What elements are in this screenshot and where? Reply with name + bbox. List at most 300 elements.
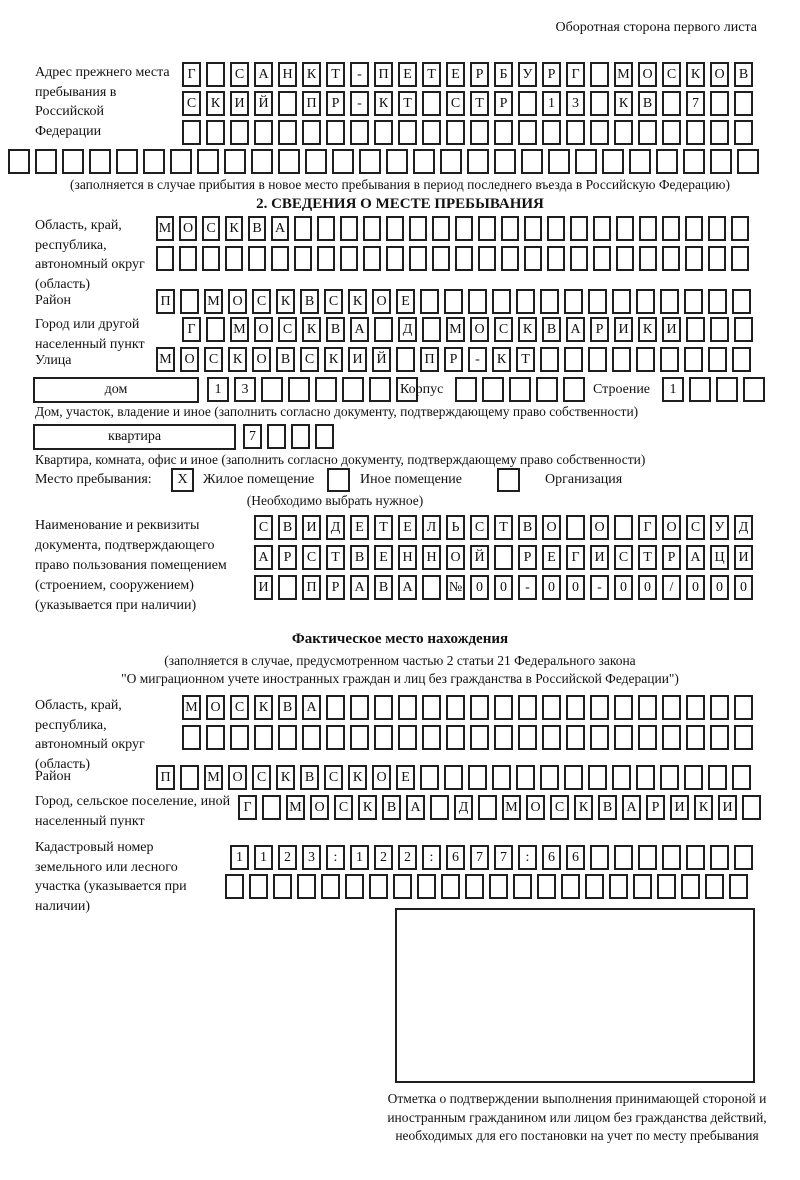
char-cell [342,377,364,402]
ulitsa-label: Улица [35,353,72,368]
char-cell: Й [470,545,489,570]
char-cell: Е [446,62,465,87]
char-cell: К [638,317,657,342]
dom-cells[interactable] [207,377,423,402]
gorod-row[interactable] [182,317,758,342]
char-cell: Г [566,62,585,87]
char-cell [492,765,511,790]
fact-gorod-row[interactable] [238,795,766,820]
char-cell: А [254,545,273,570]
char-cell [686,695,705,720]
char-cell: А [686,545,705,570]
char-cell [564,347,583,372]
char-cell: Р [444,347,463,372]
char-cell [254,725,273,750]
char-cell [524,246,542,271]
char-cell [468,765,487,790]
char-cell: Т [374,515,393,540]
char-cell [636,347,655,372]
char-cell [89,149,111,174]
char-cell [478,795,497,820]
char-cell [639,216,657,241]
char-cell [420,765,439,790]
char-cell [467,149,489,174]
char-cell [710,91,729,116]
checkbox-zhiloe[interactable]: X [171,468,194,492]
char-cell: К [614,91,633,116]
char-cell: В [248,216,266,241]
fact-rayon-row[interactable] [156,765,756,790]
char-cell: 7 [686,91,705,116]
char-cell: 0 [638,575,657,600]
char-cell: Р [494,91,513,116]
dom-caption: Дом, участок, владение и иное (заполнить согласно документу, подтверждающему право собственности) [35,404,639,419]
char-cell: С [252,289,271,314]
option-inoe-label: Иное помещение [360,472,462,487]
char-cell [561,874,580,899]
char-cell: О [228,289,247,314]
char-cell [566,120,585,145]
prev-address-row-3[interactable] [182,120,758,145]
char-cell [629,149,651,174]
char-cell: О [446,545,465,570]
char-cell [363,246,381,271]
char-cell: О [542,515,561,540]
actual-location-sub2: "О миграционном учете иностранных граждан и лиц без гражданства в Российской Федерации") [121,671,679,686]
char-cell: С [230,695,249,720]
char-cell: К [225,216,243,241]
char-cell [350,725,369,750]
char-cell [468,289,487,314]
char-cell: И [718,795,737,820]
char-cell [501,216,519,241]
char-cell [294,246,312,271]
char-cell [315,377,337,402]
char-cell [478,216,496,241]
char-cell [494,545,513,570]
char-cell: П [156,765,175,790]
char-cell: М [204,289,223,314]
char-cell [710,317,729,342]
char-cell: П [302,575,321,600]
char-cell [317,216,335,241]
char-cell [430,795,449,820]
char-cell [182,725,201,750]
char-cell [262,795,281,820]
char-cell [616,246,634,271]
char-cell: М [230,317,249,342]
char-cell: О [252,347,271,372]
document-label: Наименование и реквизиты документа, подтверждающего право пользования помещением (строением, сооружением) (указывается при наличии) [35,518,227,613]
char-cell [350,695,369,720]
char-cell [524,216,542,241]
char-cell [614,120,633,145]
char-cell: М [614,62,633,87]
option-zhiloe-label: Жилое помещение [203,472,315,487]
char-cell [398,120,417,145]
char-cell [494,149,516,174]
char-cell [297,874,316,899]
char-cell [278,725,297,750]
char-cell: № [446,575,465,600]
char-cell [660,289,679,314]
char-cell: - [518,575,537,600]
char-cell [393,874,412,899]
char-cell: А [566,317,585,342]
char-cell: С [300,347,319,372]
char-cell [660,347,679,372]
char-cell [662,120,681,145]
char-cell: В [598,795,617,820]
char-cell: А [350,317,369,342]
char-cell [261,377,283,402]
char-cell: В [350,545,369,570]
char-cell: С [470,515,489,540]
char-cell [516,765,535,790]
char-cell [254,120,273,145]
char-cell [267,424,286,449]
char-cell [422,575,441,600]
char-cell [422,317,441,342]
char-cell [302,725,321,750]
char-cell [616,216,634,241]
char-cell [492,289,511,314]
char-cell [444,765,463,790]
char-cell [440,149,462,174]
char-cell: О [710,62,729,87]
char-cell: С [278,317,297,342]
char-cell [537,874,556,899]
char-cell [518,91,537,116]
char-cell [590,91,609,116]
char-cell [470,120,489,145]
char-cell: О [254,317,273,342]
fact-oblast-label: Область, край, республика, автономный округ (область) [35,698,145,772]
char-cell: Е [374,545,393,570]
char-cell [422,725,441,750]
char-cell [482,377,504,402]
char-cell [340,246,358,271]
char-cell [716,377,738,402]
char-cell: О [228,765,247,790]
char-cell: С [302,545,321,570]
char-cell: М [204,765,223,790]
stroenie-cells[interactable] [662,377,770,402]
char-cell: : [518,845,537,870]
document-row-3[interactable] [254,575,758,600]
char-cell [197,149,219,174]
char-cell [734,845,753,870]
char-cell [116,149,138,174]
char-cell [206,120,225,145]
kvartira-box[interactable]: квартира [33,424,236,450]
char-cell: 0 [686,575,705,600]
prev-address-row-2[interactable] [182,91,758,116]
document-row-1[interactable] [254,515,758,540]
actual-location-sub1: (заполняется в случае, предусмотренном частью 2 статьи 21 Федерального закона [164,653,636,668]
char-cell [420,289,439,314]
char-cell [170,149,192,174]
char-cell [251,149,273,174]
char-cell [156,246,174,271]
char-cell [614,695,633,720]
char-cell [182,120,201,145]
char-cell [180,765,199,790]
char-cell [685,246,703,271]
char-cell: Р [470,62,489,87]
char-cell [302,120,321,145]
char-cell [278,120,297,145]
oblast-row-1[interactable] [156,216,754,241]
char-cell [374,695,393,720]
char-cell [509,377,531,402]
char-cell: И [670,795,689,820]
char-cell: К [276,289,295,314]
char-cell: А [254,62,273,87]
char-cell [662,695,681,720]
char-cell: Е [542,545,561,570]
char-cell: Е [350,515,369,540]
char-cell: Т [422,62,441,87]
char-cell: Г [238,795,257,820]
char-cell: В [542,317,561,342]
char-cell: Д [398,317,417,342]
char-cell: О [526,795,545,820]
char-cell [422,695,441,720]
char-cell: С [202,216,220,241]
char-cell: П [302,91,321,116]
char-cell: Е [396,289,415,314]
fact-oblast-row-2[interactable] [182,725,758,750]
char-cell: Т [398,91,417,116]
char-cell [564,765,583,790]
char-cell: О [590,515,609,540]
char-cell: О [206,695,225,720]
char-cell [444,289,463,314]
char-cell [518,695,537,720]
char-cell: 1 [230,845,249,870]
char-cell: В [278,695,297,720]
korpus-label: Корпус [400,382,444,397]
char-cell [708,347,727,372]
char-cell [374,317,393,342]
char-cell [470,725,489,750]
char-cell [614,515,633,540]
char-cell: Б [494,62,513,87]
char-cell [662,246,680,271]
char-cell [446,725,465,750]
char-cell: К [276,765,295,790]
char-cell [374,120,393,145]
char-cell: Л [422,515,441,540]
char-cell [8,149,30,174]
char-cell [386,149,408,174]
char-cell [465,874,484,899]
char-cell: И [590,545,609,570]
char-cell [731,246,749,271]
char-cell: Й [254,91,273,116]
char-cell [662,91,681,116]
char-cell: О [662,515,681,540]
char-cell [636,765,655,790]
oblast-row-2[interactable] [156,246,754,271]
char-cell: С [254,515,273,540]
char-cell [602,149,624,174]
char-cell [386,246,404,271]
char-cell [180,289,199,314]
fact-rayon-label: Район [35,769,71,784]
char-cell: А [398,575,417,600]
char-cell: С [252,765,271,790]
char-cell: С [494,317,513,342]
char-cell: И [230,91,249,116]
kvartira-cells[interactable] [243,424,339,449]
char-cell: О [179,216,197,241]
char-cell: Т [470,91,489,116]
kadastr-row-1[interactable] [230,845,758,870]
char-cell [225,246,243,271]
checkbox-organizaciya[interactable] [497,468,520,492]
char-cell [432,246,450,271]
char-cell: 0 [614,575,633,600]
char-cell: В [734,62,753,87]
char-cell [684,765,703,790]
gorod-label: Город или другой населенный пункт [35,317,145,352]
char-cell [686,317,705,342]
char-cell [575,149,597,174]
section2-title: 2. СВЕДЕНИЯ О МЕСТЕ ПРЕБЫВАНИЯ [256,196,544,212]
char-cell [374,725,393,750]
char-cell: В [518,515,537,540]
char-cell [593,246,611,271]
char-cell: 2 [374,845,393,870]
char-cell [363,216,381,241]
char-cell: Р [518,545,537,570]
char-cell [413,149,435,174]
char-cell: К [228,347,247,372]
char-cell: У [518,62,537,87]
char-cell: И [734,545,753,570]
char-cell: К [574,795,593,820]
char-cell: Г [182,317,201,342]
char-cell: 7 [243,424,262,449]
char-cell: 0 [542,575,561,600]
char-cell: Ц [710,545,729,570]
char-cell: К [358,795,377,820]
char-cell: 0 [734,575,753,600]
char-cell [409,246,427,271]
char-cell: И [614,317,633,342]
char-cell [638,725,657,750]
char-cell [441,874,460,899]
char-cell [143,149,165,174]
char-cell [409,216,427,241]
char-cell: Р [278,545,297,570]
char-cell [685,216,703,241]
char-cell: - [590,575,609,600]
char-cell [710,845,729,870]
char-cell: В [382,795,401,820]
rayon-row[interactable] [156,289,756,314]
char-cell: О [638,62,657,87]
char-cell: Т [326,62,345,87]
char-cell [489,874,508,899]
prev-address-row-1[interactable] [182,62,758,87]
char-cell [662,845,681,870]
char-cell [455,216,473,241]
prev-address-row-4[interactable] [8,149,764,174]
char-cell [638,695,657,720]
char-cell [494,120,513,145]
char-cell: 6 [566,845,585,870]
char-cell: К [694,795,713,820]
char-cell: И [302,515,321,540]
char-cell: 2 [398,845,417,870]
char-cell: К [302,62,321,87]
char-cell [570,216,588,241]
char-cell [638,120,657,145]
char-cell [317,246,335,271]
char-cell: 3 [302,845,321,870]
char-cell: Г [566,545,585,570]
stroenie-label: Строение [593,382,651,397]
char-cell: 7 [494,845,513,870]
char-cell: 0 [566,575,585,600]
dom-box[interactable]: дом [33,377,199,403]
char-cell [542,695,561,720]
char-cell: М [286,795,305,820]
char-cell [521,149,543,174]
char-cell [566,515,585,540]
char-cell: Й [372,347,391,372]
header-note: Оборотная сторона первого листа [555,20,757,35]
document-row-2[interactable] [254,545,758,570]
char-cell [686,725,705,750]
char-cell: Т [638,545,657,570]
char-cell: К [686,62,705,87]
char-cell [708,216,726,241]
char-cell [35,149,57,174]
char-cell: 0 [470,575,489,600]
char-cell [588,289,607,314]
char-cell: 1 [542,91,561,116]
checkbox-inoe[interactable] [327,468,350,492]
char-cell [710,725,729,750]
char-cell [478,246,496,271]
ulitsa-row[interactable] [156,347,756,372]
char-cell: К [518,317,537,342]
char-cell [636,289,655,314]
char-cell: К [206,91,225,116]
char-cell [548,149,570,174]
char-cell: П [374,62,393,87]
char-cell [540,289,559,314]
char-cell: А [350,575,369,600]
char-cell: В [276,347,295,372]
char-cell [590,120,609,145]
fact-oblast-row-1[interactable] [182,695,758,720]
char-cell [689,377,711,402]
char-cell: В [300,289,319,314]
kadastr-row-2[interactable] [225,874,753,899]
char-cell [206,62,225,87]
korpus-cells[interactable] [455,377,590,402]
char-cell [202,246,220,271]
char-cell: А [271,216,289,241]
char-cell [570,246,588,271]
fact-gorod-label: Город, сельское поселение, иной населенный пункт [35,794,231,829]
rayon-label: Район [35,293,71,308]
